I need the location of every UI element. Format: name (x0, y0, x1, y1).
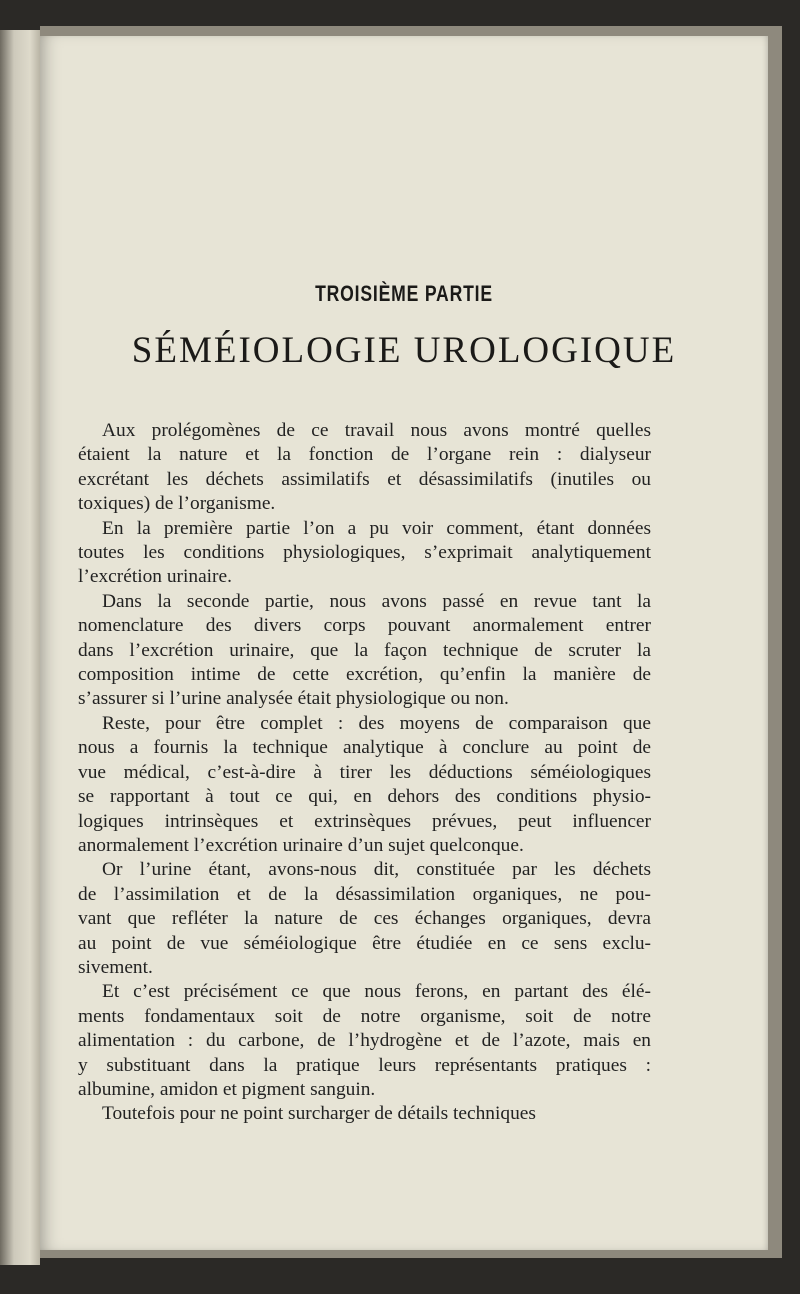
previous-page-edge (0, 30, 40, 1265)
text-line: s’assurer si l’urine analysée était physiologique ou non. (78, 688, 509, 710)
text-line: y substituant dans la pratique leurs représentants pratiques : (78, 1054, 651, 1076)
text-line: se rapportant à tout ce qui, en dehors des conditions physio- (78, 786, 651, 808)
paragraph (78, 517, 651, 590)
text-line: de l’assimilation et de la désassimilation organiques, ne pou- (78, 883, 651, 905)
text-line: nous a fournis la technique analytique à conclure au point de (78, 737, 651, 759)
text-line: vue médical, c’est-à-dire à tirer les déductions séméiologiques (78, 761, 651, 783)
text-line: toxiques) de l’organisme. (78, 493, 276, 515)
text-line: Aux prolégomènes de ce travail nous avons montré quelles (102, 420, 651, 441)
paragraph (78, 419, 651, 517)
text-line: anormalement l’excrétion urinaire d’un sujet quelconque. (78, 834, 524, 856)
paragraph (78, 858, 651, 980)
chapter-title: SÉMÉIOLOGIE UROLOGIQUE (131, 330, 677, 371)
text-line: albumine, amidon et pigment sanguin. (78, 1078, 376, 1100)
paragraph (78, 590, 651, 712)
text-line: au point de vue séméiologique être étudiée en ce sens exclu- (78, 932, 651, 954)
text-line: sivement. (78, 956, 153, 978)
page (40, 36, 768, 1250)
text-line: dans l’excrétion urinaire, que la façon technique de scruter la (78, 639, 651, 661)
paragraph (78, 1102, 651, 1126)
paragraph (78, 712, 651, 858)
text-line: alimentation : du carbone, de l’hydrogène et de l’azote, mais en (78, 1030, 651, 1052)
part-heading: TROISIÈME PARTIE (315, 281, 493, 306)
text-line: Toutefois pour ne point surcharger de détails techniques (102, 1103, 536, 1125)
text-line: composition intime de cette excrétion, qu’enfin la manière de (78, 664, 651, 686)
text-line: Reste, pour être complet : des moyens de comparaison que (102, 712, 651, 734)
text-line: Et c’est précisément ce que nous ferons, en partant des élé- (102, 981, 651, 1003)
text-line: En la première partie l’on a pu voir comment, étant données (102, 517, 651, 539)
text-line: l’excrétion urinaire. (78, 566, 232, 588)
text-line: toutes les conditions physiologiques, s’exprimait analytiquement (78, 542, 651, 564)
body-text (78, 419, 651, 1127)
text-line: Dans la seconde partie, nous avons passé en revue tant la (102, 590, 651, 612)
text-line: vant que refléter la nature de ces échanges organiques, devra (78, 908, 651, 930)
text-line: nomenclature des divers corps pouvant anormalement entrer (78, 615, 651, 637)
text-line: étaient la nature et la fonction de l’organe rein : dialyseur (78, 444, 651, 466)
text-line: logiques intrinsèques et extrinsèques prévues, peut influencer (78, 810, 651, 832)
text-line: ments fondamentaux soit de notre organisme, soit de notre (78, 1005, 651, 1027)
text-line: Or l’urine étant, avons-nous dit, constituée par les déchets (102, 859, 651, 881)
paragraph (78, 980, 651, 1102)
text-line: excrétant les déchets assimilatifs et désassimilatifs (inutiles ou (78, 468, 651, 490)
